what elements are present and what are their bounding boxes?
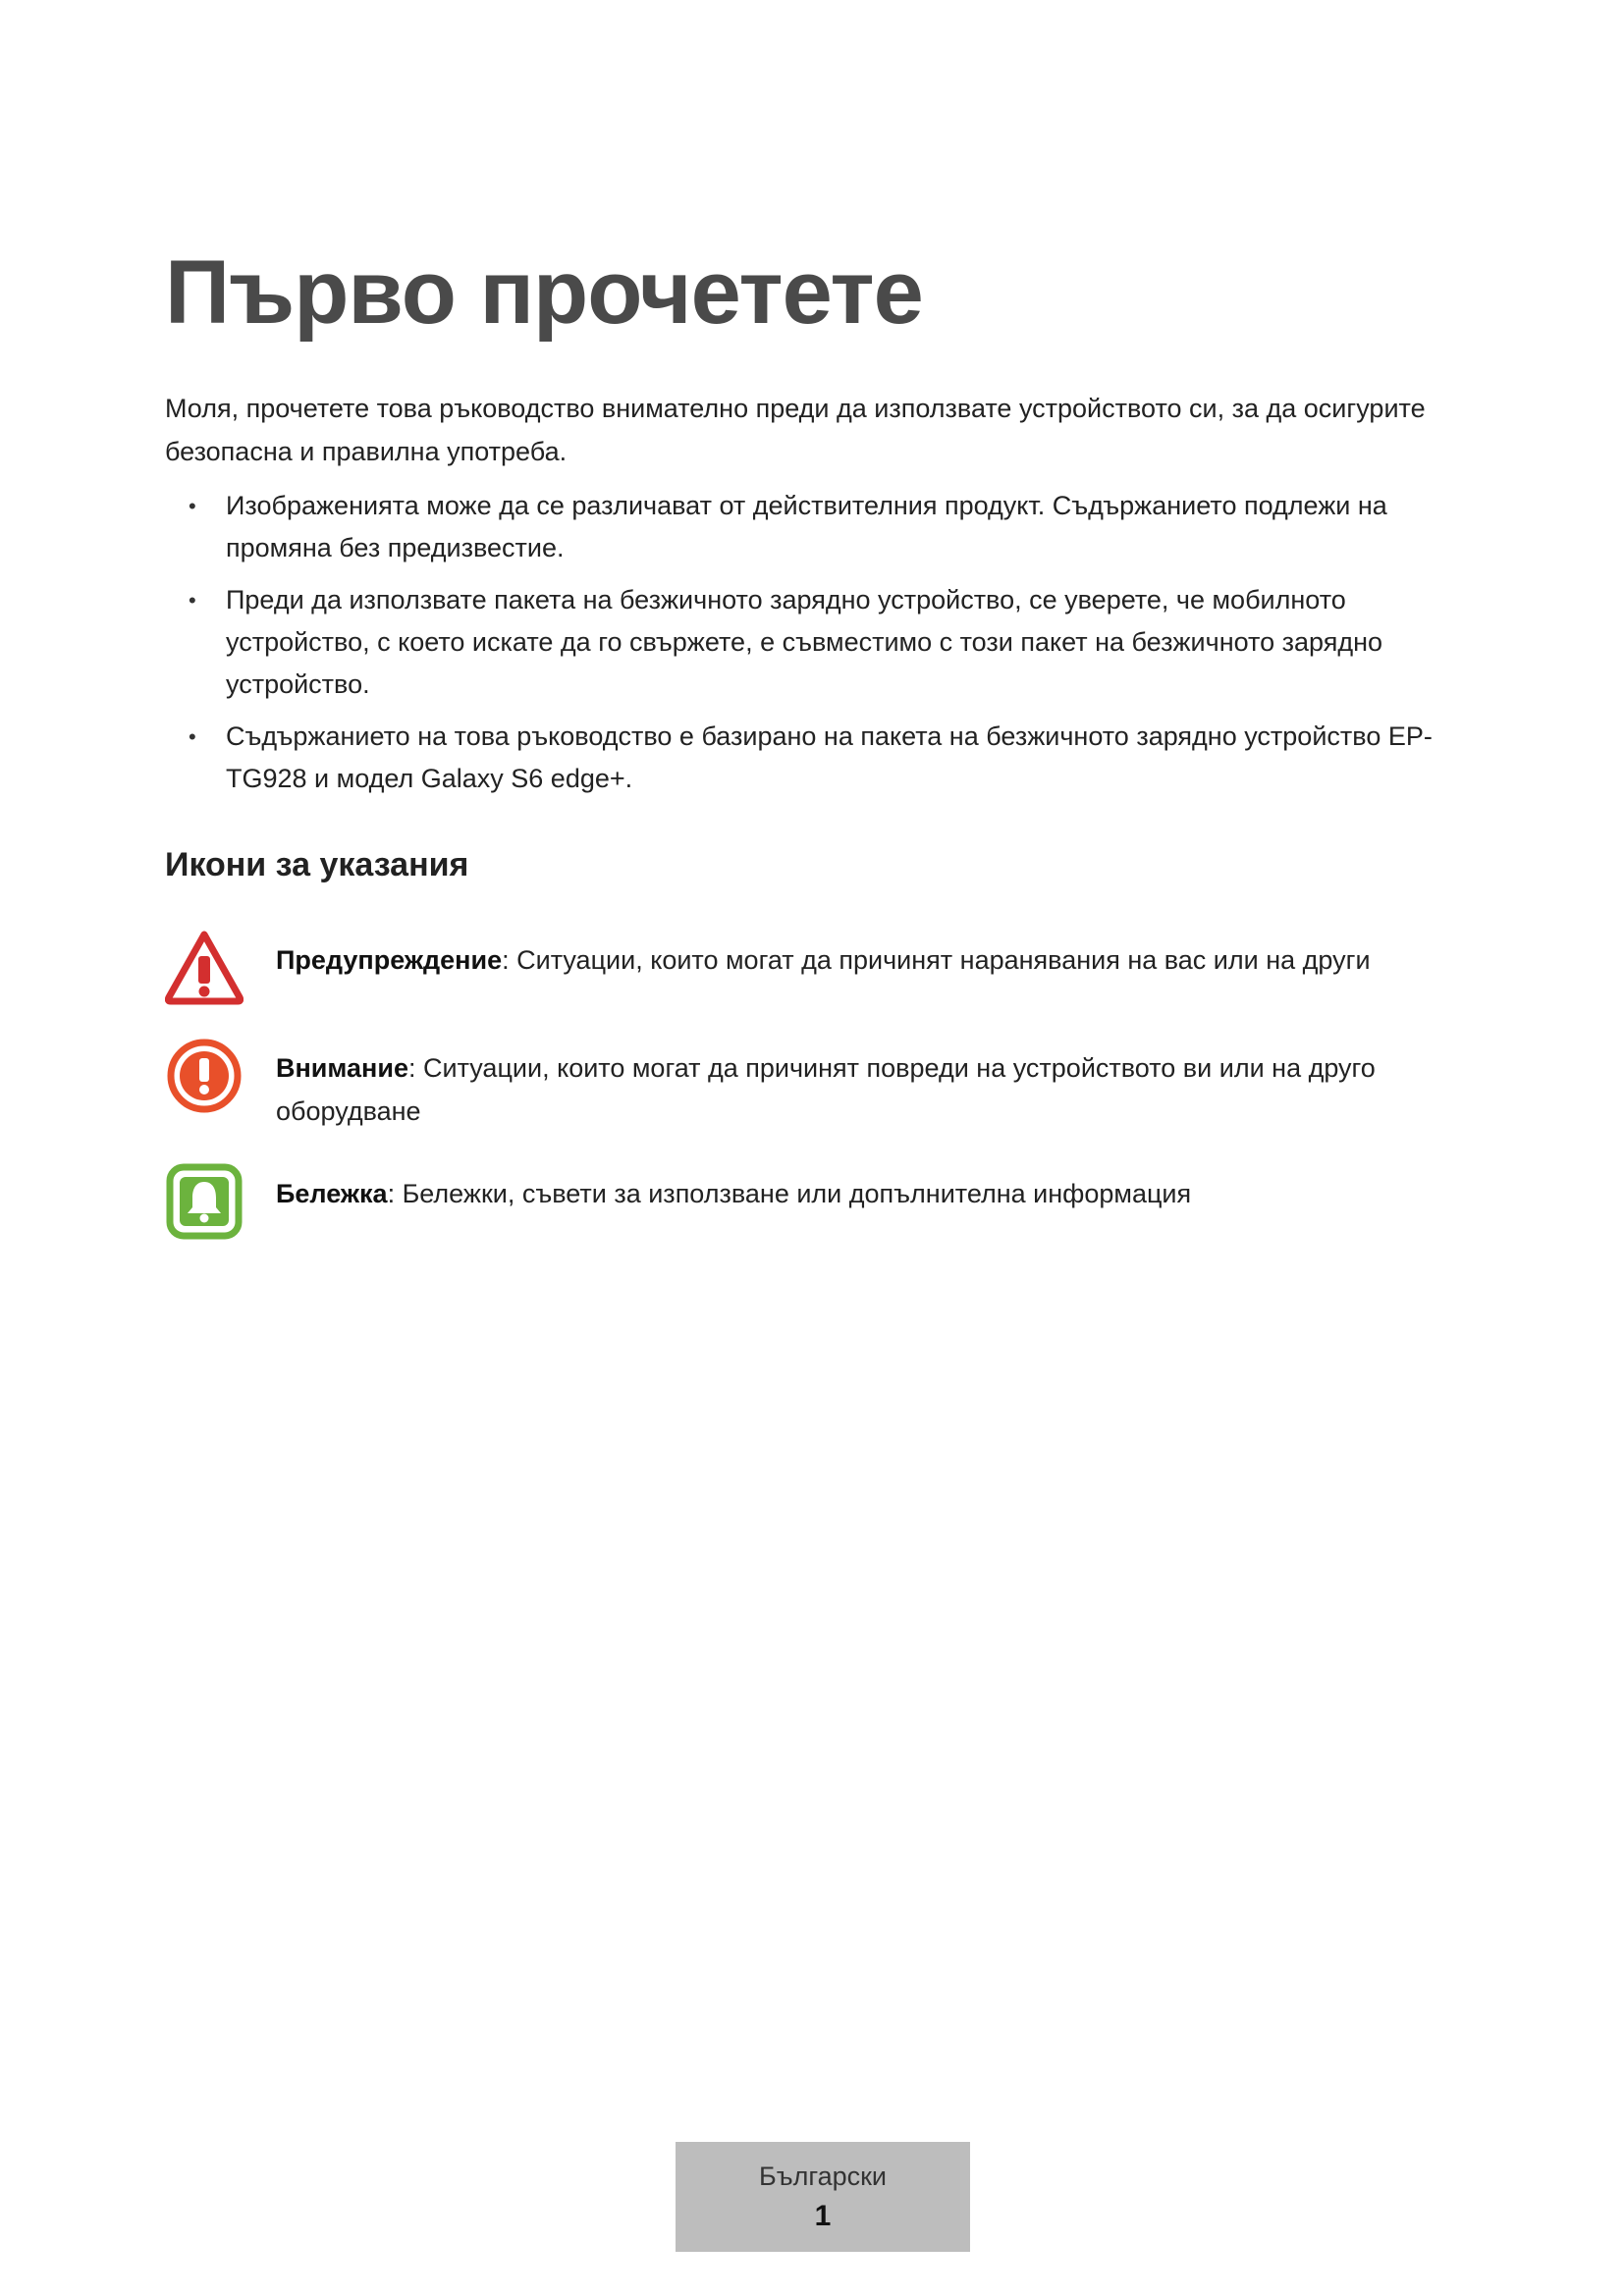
indicator-note xyxy=(165,1162,1481,1241)
list-item xyxy=(165,485,1481,569)
bullet-list xyxy=(165,485,1481,810)
bullet-text: Съдържанието на това ръководство е базирано на пакета на безжичното зарядно устройство EP-TG928 и модел Galaxy S6 edge+. xyxy=(226,721,1433,793)
note-text: Бележки, съвети за използване или допълнителна информация xyxy=(395,1179,1192,1208)
list-item xyxy=(165,579,1481,706)
caution-separator: : xyxy=(407,1053,416,1083)
page-footer xyxy=(676,2142,970,2252)
indicator-caution xyxy=(165,1037,1481,1133)
caution-circle-icon xyxy=(165,1037,244,1115)
indicator-warning xyxy=(165,929,1481,1007)
section-heading: Икони за указания xyxy=(165,846,469,883)
warning-triangle-icon xyxy=(165,929,244,1007)
note-bell-icon xyxy=(165,1162,244,1241)
bullet-text: Преди да използвате пакета на безжичното зарядно устройство, се уверете, че мобилното устройство, с което искате да го свържете, е съвместимо с този пакет на безжичното зарядно устройство. xyxy=(226,585,1383,699)
page-number: 1 xyxy=(814,2200,832,2232)
note-label: Бележка xyxy=(276,1179,388,1208)
footer-language: Български xyxy=(758,2162,888,2191)
list-item xyxy=(165,716,1481,800)
bullet-dot: • xyxy=(189,588,196,613)
note-separator: : xyxy=(387,1179,396,1208)
warning-description xyxy=(276,929,1371,982)
caution-text: Ситуации, които могат да причинят повреди на устройството ви или на друго оборудване xyxy=(276,1053,1376,1126)
warning-text: Ситуации, които могат да причинят наранявания на вас или на други xyxy=(509,945,1371,975)
warning-label: Предупреждение xyxy=(276,945,503,975)
warning-separator: : xyxy=(502,945,510,975)
bullet-dot: • xyxy=(189,494,196,518)
bullet-dot: • xyxy=(189,724,196,749)
caution-description xyxy=(276,1037,1481,1133)
page-title: Първо прочетете xyxy=(165,242,923,343)
intro-paragraph: Моля, прочетете това ръководство внимателно преди да използвате устройството си, за да осигурите безопасна и правилна употреба. xyxy=(165,394,1426,466)
caution-label: Внимание xyxy=(276,1053,408,1083)
note-description xyxy=(276,1162,1191,1215)
bullet-text: Изображенията може да се различават от действителния продукт. Съдържанието подлежи на промяна без предизвестие. xyxy=(226,491,1387,562)
